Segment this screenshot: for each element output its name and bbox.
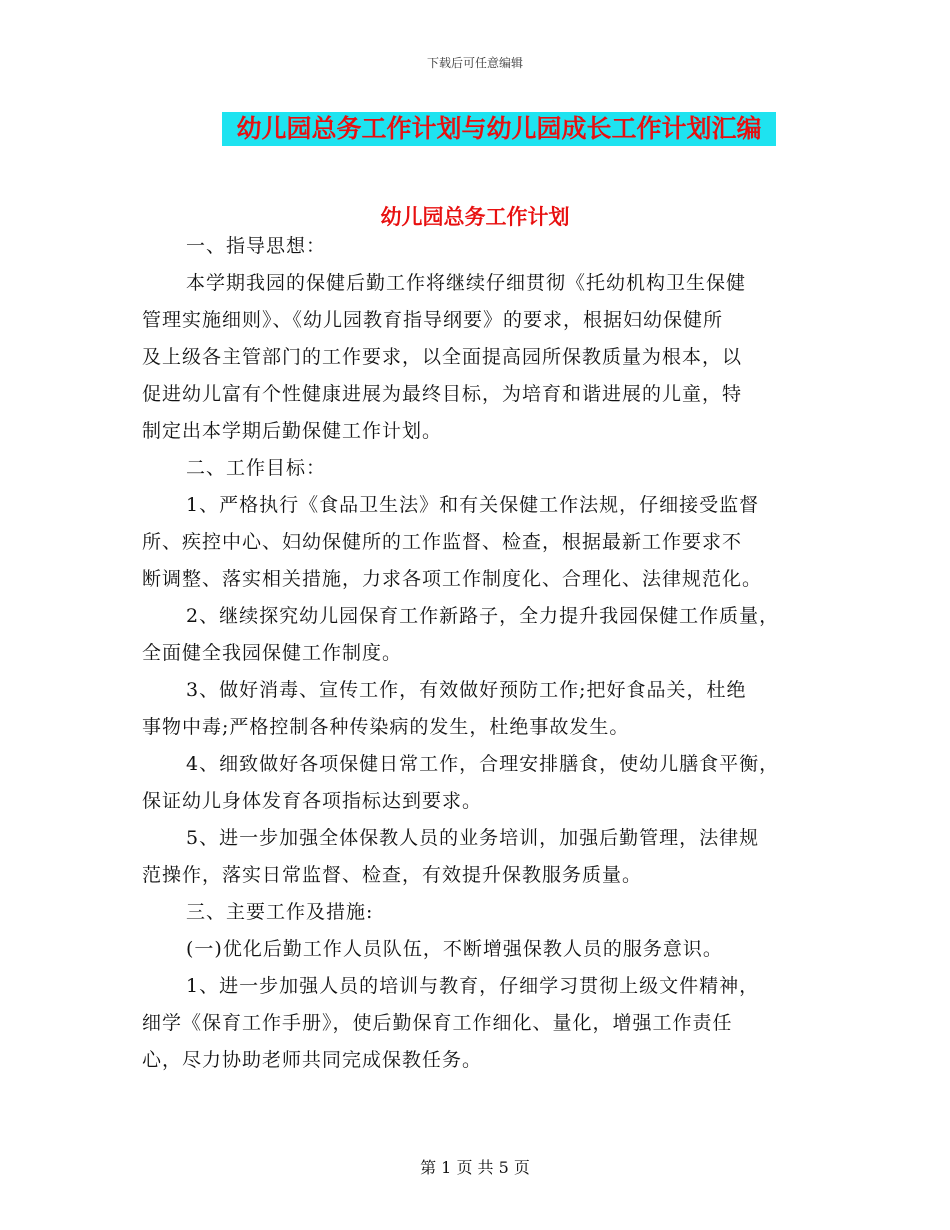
paragraph-line: 1、严格执行《食品卫生法》和有关保健工作法规，仔细接受监督 <box>186 494 760 516</box>
heading-main-work: 三、主要工作及措施: <box>186 901 374 923</box>
heading-guiding-ideology: 一、指导思想： <box>186 235 327 257</box>
paragraph-line: 全面健全我园保健工作制度。 <box>142 642 403 664</box>
paragraph-line: 管理实施细则》、《幼儿园教育指导纲要》的要求，根据妇幼保健所 <box>142 309 724 331</box>
paragraph-line: 本学期我园的保健后勤工作将继续仔细贯彻《托幼机构卫生保健 <box>186 272 747 294</box>
paragraph-line: 保证幼儿身体发育各项指标达到要求。 <box>142 790 483 812</box>
paragraph-line: 事物中毒;严格控制各种传染病的发生，杜绝事故发生。 <box>142 716 630 738</box>
paragraph-line: 1、进一步加强人员的培训与教育，仔细学习贯彻上级文件精神， <box>186 975 760 997</box>
main-title: 幼儿园总务工作计划与幼儿园成长工作计划汇编 <box>222 112 776 146</box>
paragraph-line: 断调整、落实相关措施，力求各项工作制度化、合理化、法律规范化。 <box>142 568 763 590</box>
document-body <box>142 228 822 1079</box>
paragraph-line: 心，尽力协助老师共同完成保教任务。 <box>142 1049 483 1071</box>
paragraph-line: 促进幼儿富有个性健康进展为最终目标，为培育和谐进展的儿童，特 <box>142 383 743 405</box>
heading-work-goals: 二、工作目标： <box>186 457 327 479</box>
paragraph-line: 所、疾控中心、妇幼保健所的工作监督、检查，根据最新工作要求不 <box>142 531 743 553</box>
paragraph-line: 2、继续探究幼儿园保育工作新路子，全力提升我园保健工作质量， <box>186 605 780 627</box>
paragraph-line: 及上级各主管部门的工作要求，以全面提高园所保教质量为根本，以 <box>142 346 743 368</box>
paragraph-line: 4、细致做好各项保健日常工作，合理安排膳食，使幼儿膳食平衡， <box>186 753 780 775</box>
paragraph-line: 3、做好消毒、宣传工作，有效做好预防工作;把好食品关，杜绝 <box>186 679 747 701</box>
section-title: 幼儿园总务工作计划 <box>380 204 570 229</box>
paragraph-line: 5、进一步加强全体保教人员的业务培训，加强后勤管理，法律规 <box>186 827 760 849</box>
header-note: 下载后可任意编辑 <box>426 56 523 70</box>
page-footer: 第 1 页 共 5 页 <box>420 1158 530 1177</box>
paragraph-line: 制定出本学期后勤保健工作计划。 <box>142 420 443 442</box>
paragraph-line: 细学《保育工作手册》，使后勤保育工作细化、量化，增强工作责任 <box>142 1012 733 1034</box>
paragraph-line: (一)优化后勤工作人员队伍，不断增强保教人员的服务意识。 <box>186 938 723 960</box>
paragraph-line: 范操作，落实日常监督、检查，有效提升保教服务质量。 <box>142 864 643 886</box>
